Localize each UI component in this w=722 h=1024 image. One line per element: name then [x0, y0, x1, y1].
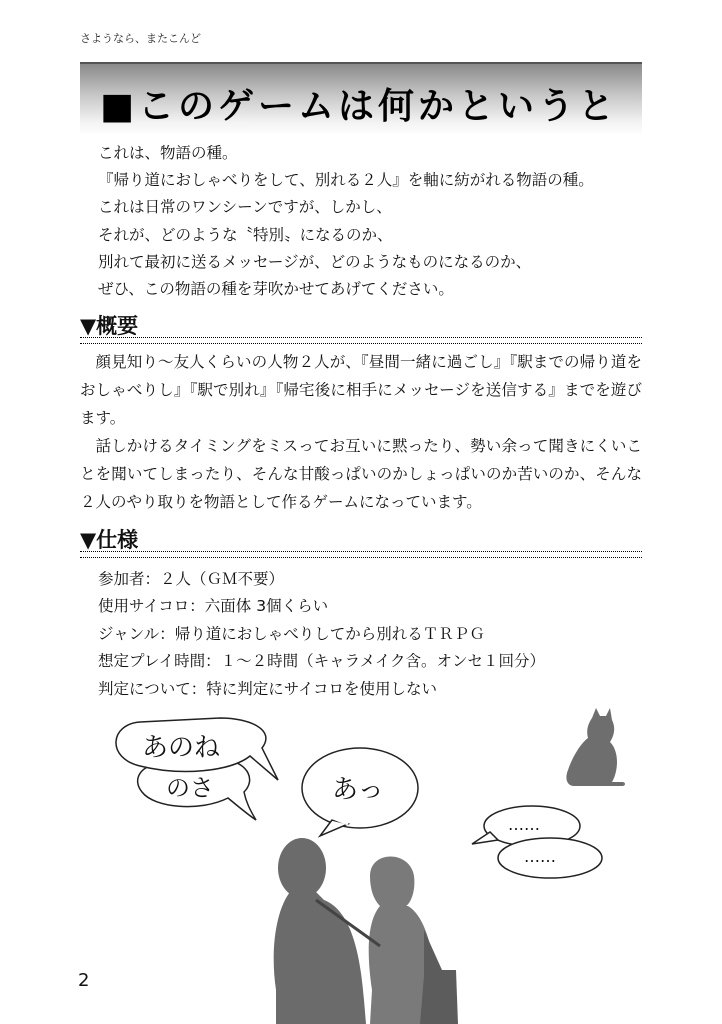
spec-heading-label: ▼仕様 — [80, 528, 139, 552]
overview-paragraph: 顔見知り〜友人くらいの人物２人が、『昼間一緒に過ごし』『駅までの帰り道をおしゃべりし』『駅で別れ』『帰宅後に相手にメッセージを送信する』までを遊びます。 — [80, 353, 642, 427]
overview-paragraph: 話しかけるタイミングをミスってお互いに黙ったり、勢い余って聞きにくいことを聞いてしまったり、そんな甘酸っぱいのかしょっぱいのか苦いのか、そんな２人のやり取りを物語として作るゲームになっています。 — [80, 437, 642, 511]
page-title: ■このゲームは何かというと — [100, 86, 619, 127]
intro-block — [98, 140, 658, 303]
spec-list — [98, 566, 658, 703]
bubble-text: あのね — [142, 733, 221, 763]
bubble-text: …… — [508, 815, 540, 834]
intro-line: これは、物語の種。 — [98, 144, 238, 162]
person-silhouette-left — [274, 838, 366, 1024]
intro-line: 『帰り道におしゃべりをして、別れる２人』を軸に紡がれる物語の種。 — [98, 171, 594, 190]
spec-item: 想定プレイ時間：１〜２時間（キャラメイク含。オンセ１回分） — [98, 652, 546, 671]
spec-heading — [80, 524, 642, 558]
bubble-text: のさ — [166, 774, 214, 802]
spec-item: 使用サイコロ：六面体 3個くらい — [98, 597, 329, 616]
person-silhouette-right — [369, 857, 458, 1024]
spec-item: 参加者：２人（ＧＭ不要） — [98, 570, 285, 588]
intro-line: これは日常のワンシーンですが、しかし、 — [98, 198, 392, 217]
conversation-illustration — [80, 700, 660, 1024]
intro-line: それが、どのような〝特別〟になるのか、 — [98, 225, 393, 244]
spec-item: ジャンル：帰り道におしゃべりしてから別れるＴＲＰＧ — [98, 624, 485, 643]
overview-heading — [80, 310, 642, 344]
spec-item: 判定について：特に判定にサイコロを使用しない — [98, 679, 437, 698]
dotted-rule — [80, 337, 642, 344]
page-number: 2 — [78, 970, 90, 991]
bubble-text: …… — [524, 847, 556, 866]
overview-body — [80, 348, 642, 516]
speech-bubble-center — [302, 748, 418, 836]
speech-bubble-front — [116, 718, 278, 780]
speech-bubble-right-bottom — [498, 838, 602, 878]
cat-silhouette — [566, 708, 625, 786]
bubble-text: あっ — [332, 775, 384, 805]
dotted-rule — [80, 551, 642, 558]
intro-line: ぜひ、この物語の種を芽吹かせてあげてください。 — [98, 280, 454, 299]
intro-line: 別れて最初に送るメッセージが、どのようなものになるのか、 — [98, 252, 532, 271]
running-head: さようなら、またこんど — [80, 32, 201, 45]
title-banner — [80, 62, 642, 136]
overview-heading-label: ▼概要 — [80, 314, 139, 338]
